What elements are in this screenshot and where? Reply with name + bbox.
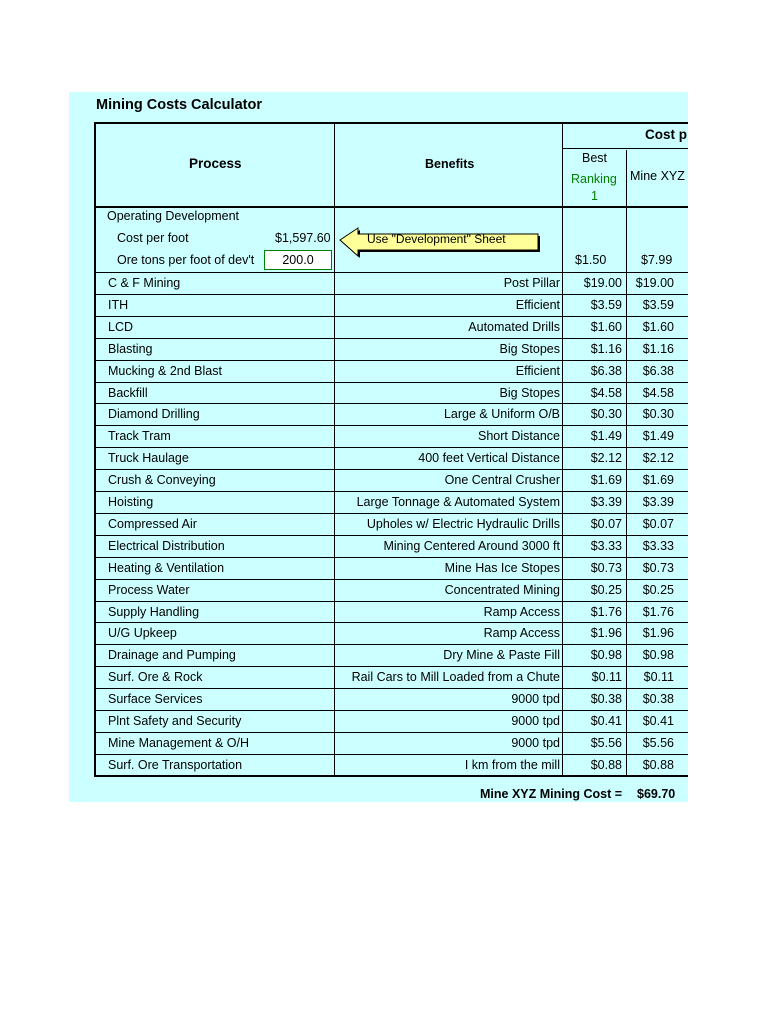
benefit-cell: Big Stopes xyxy=(499,341,560,356)
table-row xyxy=(96,733,688,755)
benefit-cell: Big Stopes xyxy=(499,385,560,400)
table-row xyxy=(96,273,688,295)
benefit-cell: Rail Cars to Mill Loaded from a Chute xyxy=(351,670,560,685)
dev-tons-label: Ore tons per foot of dev't xyxy=(117,253,255,267)
benefit-cell: Concentrated Mining xyxy=(444,582,560,597)
benefit-cell: Ramp Access xyxy=(483,626,560,641)
mine-cost-cell: $4.58 xyxy=(642,385,674,400)
benefit-cell: Upholes w/ Electric Hydraulic Drills xyxy=(366,516,560,531)
process-cell: Heating & Ventilation xyxy=(108,560,225,575)
process-cell: Drainage and Pumping xyxy=(108,648,236,663)
benefit-cell: Large Tonnage & Automated System xyxy=(356,495,560,509)
benefit-cell: Automated Drills xyxy=(468,319,560,334)
table-row xyxy=(96,711,688,733)
table-row xyxy=(96,645,688,667)
table-row xyxy=(96,426,688,448)
process-cell: U/G Upkeep xyxy=(108,626,177,641)
mine-cost-cell: $3.59 xyxy=(642,297,674,312)
table-row xyxy=(96,404,688,426)
best-cost-cell: $0.30 xyxy=(590,407,622,422)
benefit-cell: Short Distance xyxy=(478,429,560,444)
process-cell: ITH xyxy=(108,297,129,312)
best-cost-cell: $3.33 xyxy=(590,538,622,553)
mine-cost-cell: $0.73 xyxy=(642,560,674,575)
table-row xyxy=(96,514,688,536)
header-cost-group: Cost p xyxy=(645,127,687,142)
dev-mine-value: $7.99 xyxy=(641,253,673,267)
best-cost-cell: $1.49 xyxy=(590,429,622,444)
dev-cost-value: $1,597.60 xyxy=(275,231,331,245)
process-cell: Mucking & 2nd Blast xyxy=(108,363,222,378)
best-cost-cell: $0.41 xyxy=(590,714,622,728)
best-cost-cell: $1.60 xyxy=(590,319,622,334)
header-process: Process xyxy=(189,156,242,171)
header-best: Best xyxy=(582,151,608,165)
header-ranking-number: 1 xyxy=(591,189,598,203)
process-cell: Surface Services xyxy=(108,692,203,707)
process-cell: Backfill xyxy=(108,385,148,400)
table-row xyxy=(96,492,688,514)
benefit-cell: One Central Crusher xyxy=(444,473,560,488)
mine-cost-cell: $3.33 xyxy=(642,538,674,553)
best-cost-cell: $5.56 xyxy=(590,735,622,750)
table-row xyxy=(96,317,688,339)
mine-cost-cell: $0.88 xyxy=(642,757,674,772)
best-cost-cell: $4.58 xyxy=(590,385,622,400)
table-row xyxy=(96,558,688,580)
table-row xyxy=(96,689,688,711)
benefit-cell: Mining Centered Around 3000 ft xyxy=(383,538,560,553)
process-cell: Diamond Drilling xyxy=(108,407,200,422)
best-cost-cell: $1.96 xyxy=(590,626,622,641)
benefit-cell: Mine Has Ice Stopes xyxy=(444,560,560,575)
benefit-cell: Efficient xyxy=(515,297,560,312)
best-cost-cell: $1.69 xyxy=(590,473,622,488)
header-benefits: Benefits xyxy=(425,157,475,171)
header-ranking: Ranking xyxy=(571,172,617,186)
process-cell: C & F Mining xyxy=(108,276,181,290)
process-cell: Plnt Safety and Security xyxy=(108,714,242,728)
benefit-cell: Large & Uniform O/B xyxy=(443,407,560,422)
table-row xyxy=(96,667,688,689)
process-cell: Surf. Ore & Rock xyxy=(108,670,203,685)
mine-cost-cell: $5.56 xyxy=(642,735,674,750)
mine-cost-cell: $0.30 xyxy=(642,407,674,422)
best-cost-cell: $0.73 xyxy=(590,560,622,575)
process-cell: Track Tram xyxy=(108,429,171,444)
best-cost-cell: $0.25 xyxy=(590,582,622,597)
table-row xyxy=(96,536,688,558)
callout-text: Use "Development" Sheet xyxy=(367,232,506,246)
mine-cost-cell: $1.96 xyxy=(642,626,674,641)
process-cell: Hoisting xyxy=(108,495,154,509)
dev-section-label: Operating Development xyxy=(107,209,240,223)
process-cell: LCD xyxy=(108,319,134,334)
mine-cost-cell: $0.98 xyxy=(642,648,674,663)
table-row xyxy=(96,448,688,470)
benefit-cell: 9000 tpd xyxy=(511,714,560,728)
mine-cost-cell: $0.25 xyxy=(642,582,674,597)
table-row xyxy=(96,470,688,492)
process-cell: Truck Haulage xyxy=(108,451,189,466)
process-cell: Supply Handling xyxy=(108,604,200,619)
mine-cost-cell: $0.38 xyxy=(642,692,674,707)
table-row xyxy=(96,295,688,317)
best-cost-cell: $19.00 xyxy=(583,276,622,290)
best-cost-cell: $2.12 xyxy=(590,451,622,466)
process-cell: Mine Management & O/H xyxy=(108,735,250,750)
mine-cost-cell: $1.49 xyxy=(642,429,674,444)
table-row xyxy=(96,383,688,405)
process-cell: Blasting xyxy=(108,341,153,356)
table-row xyxy=(96,339,688,361)
header-bottom-border xyxy=(96,206,688,208)
mine-cost-cell: $0.07 xyxy=(642,516,674,531)
dev-cost-label: Cost per foot xyxy=(117,231,189,245)
benefit-cell: Dry Mine & Paste Fill xyxy=(443,648,560,663)
best-cost-cell: $3.39 xyxy=(590,495,622,509)
process-cell: Electrical Distribution xyxy=(108,538,225,553)
table-row xyxy=(96,755,688,777)
dev-best-value: $1.50 xyxy=(575,253,607,267)
table-row xyxy=(96,361,688,383)
mine-cost-cell: $0.41 xyxy=(642,714,674,728)
best-cost-cell: $1.16 xyxy=(590,341,622,356)
mine-cost-cell: $1.16 xyxy=(642,341,674,356)
process-cell: Compressed Air xyxy=(108,516,197,531)
mine-cost-cell: $1.69 xyxy=(642,473,674,488)
best-cost-cell: $3.59 xyxy=(590,297,622,312)
process-cell: Surf. Ore Transportation xyxy=(108,757,243,772)
table-row xyxy=(96,602,688,624)
benefit-cell: 400 feet Vertical Distance xyxy=(418,451,560,466)
total-label: Mine XYZ Mining Cost = xyxy=(480,787,623,801)
mine-cost-cell: $0.11 xyxy=(643,670,674,685)
table-row xyxy=(96,623,688,645)
mine-cost-cell: $1.76 xyxy=(642,604,674,619)
table-row xyxy=(96,580,688,602)
benefit-cell: 9000 tpd xyxy=(511,692,560,707)
best-cost-cell: $0.38 xyxy=(590,692,622,707)
mine-cost-cell: $1.60 xyxy=(642,319,674,334)
best-cost-cell: $0.11 xyxy=(591,670,622,685)
tons-input-cell[interactable]: 200.0 xyxy=(264,250,332,270)
process-cell: Crush & Conveying xyxy=(108,473,216,488)
benefit-cell: Efficient xyxy=(515,363,560,378)
header-mine: Mine XYZ xyxy=(630,169,685,183)
mine-cost-cell: $2.12 xyxy=(642,451,674,466)
mine-cost-cell: $6.38 xyxy=(642,363,674,378)
header-divider xyxy=(563,148,688,149)
mine-cost-cell: $3.39 xyxy=(642,495,674,509)
best-cost-cell: $0.98 xyxy=(590,648,622,663)
best-cost-cell: $1.76 xyxy=(590,604,622,619)
benefit-cell: Ramp Access xyxy=(483,604,560,619)
page-title: Mining Costs Calculator xyxy=(96,97,262,113)
mine-cost-cell: $19.00 xyxy=(635,276,674,290)
benefit-cell: 9000 tpd xyxy=(511,735,560,750)
best-cost-cell: $6.38 xyxy=(590,363,622,378)
benefit-cell: I km from the mill xyxy=(464,757,560,772)
best-cost-cell: $0.88 xyxy=(590,757,622,772)
benefit-cell: Post Pillar xyxy=(503,276,560,290)
best-cost-cell: $0.07 xyxy=(590,516,622,531)
total-value: $69.70 xyxy=(637,787,676,801)
process-cell: Process Water xyxy=(108,582,190,597)
